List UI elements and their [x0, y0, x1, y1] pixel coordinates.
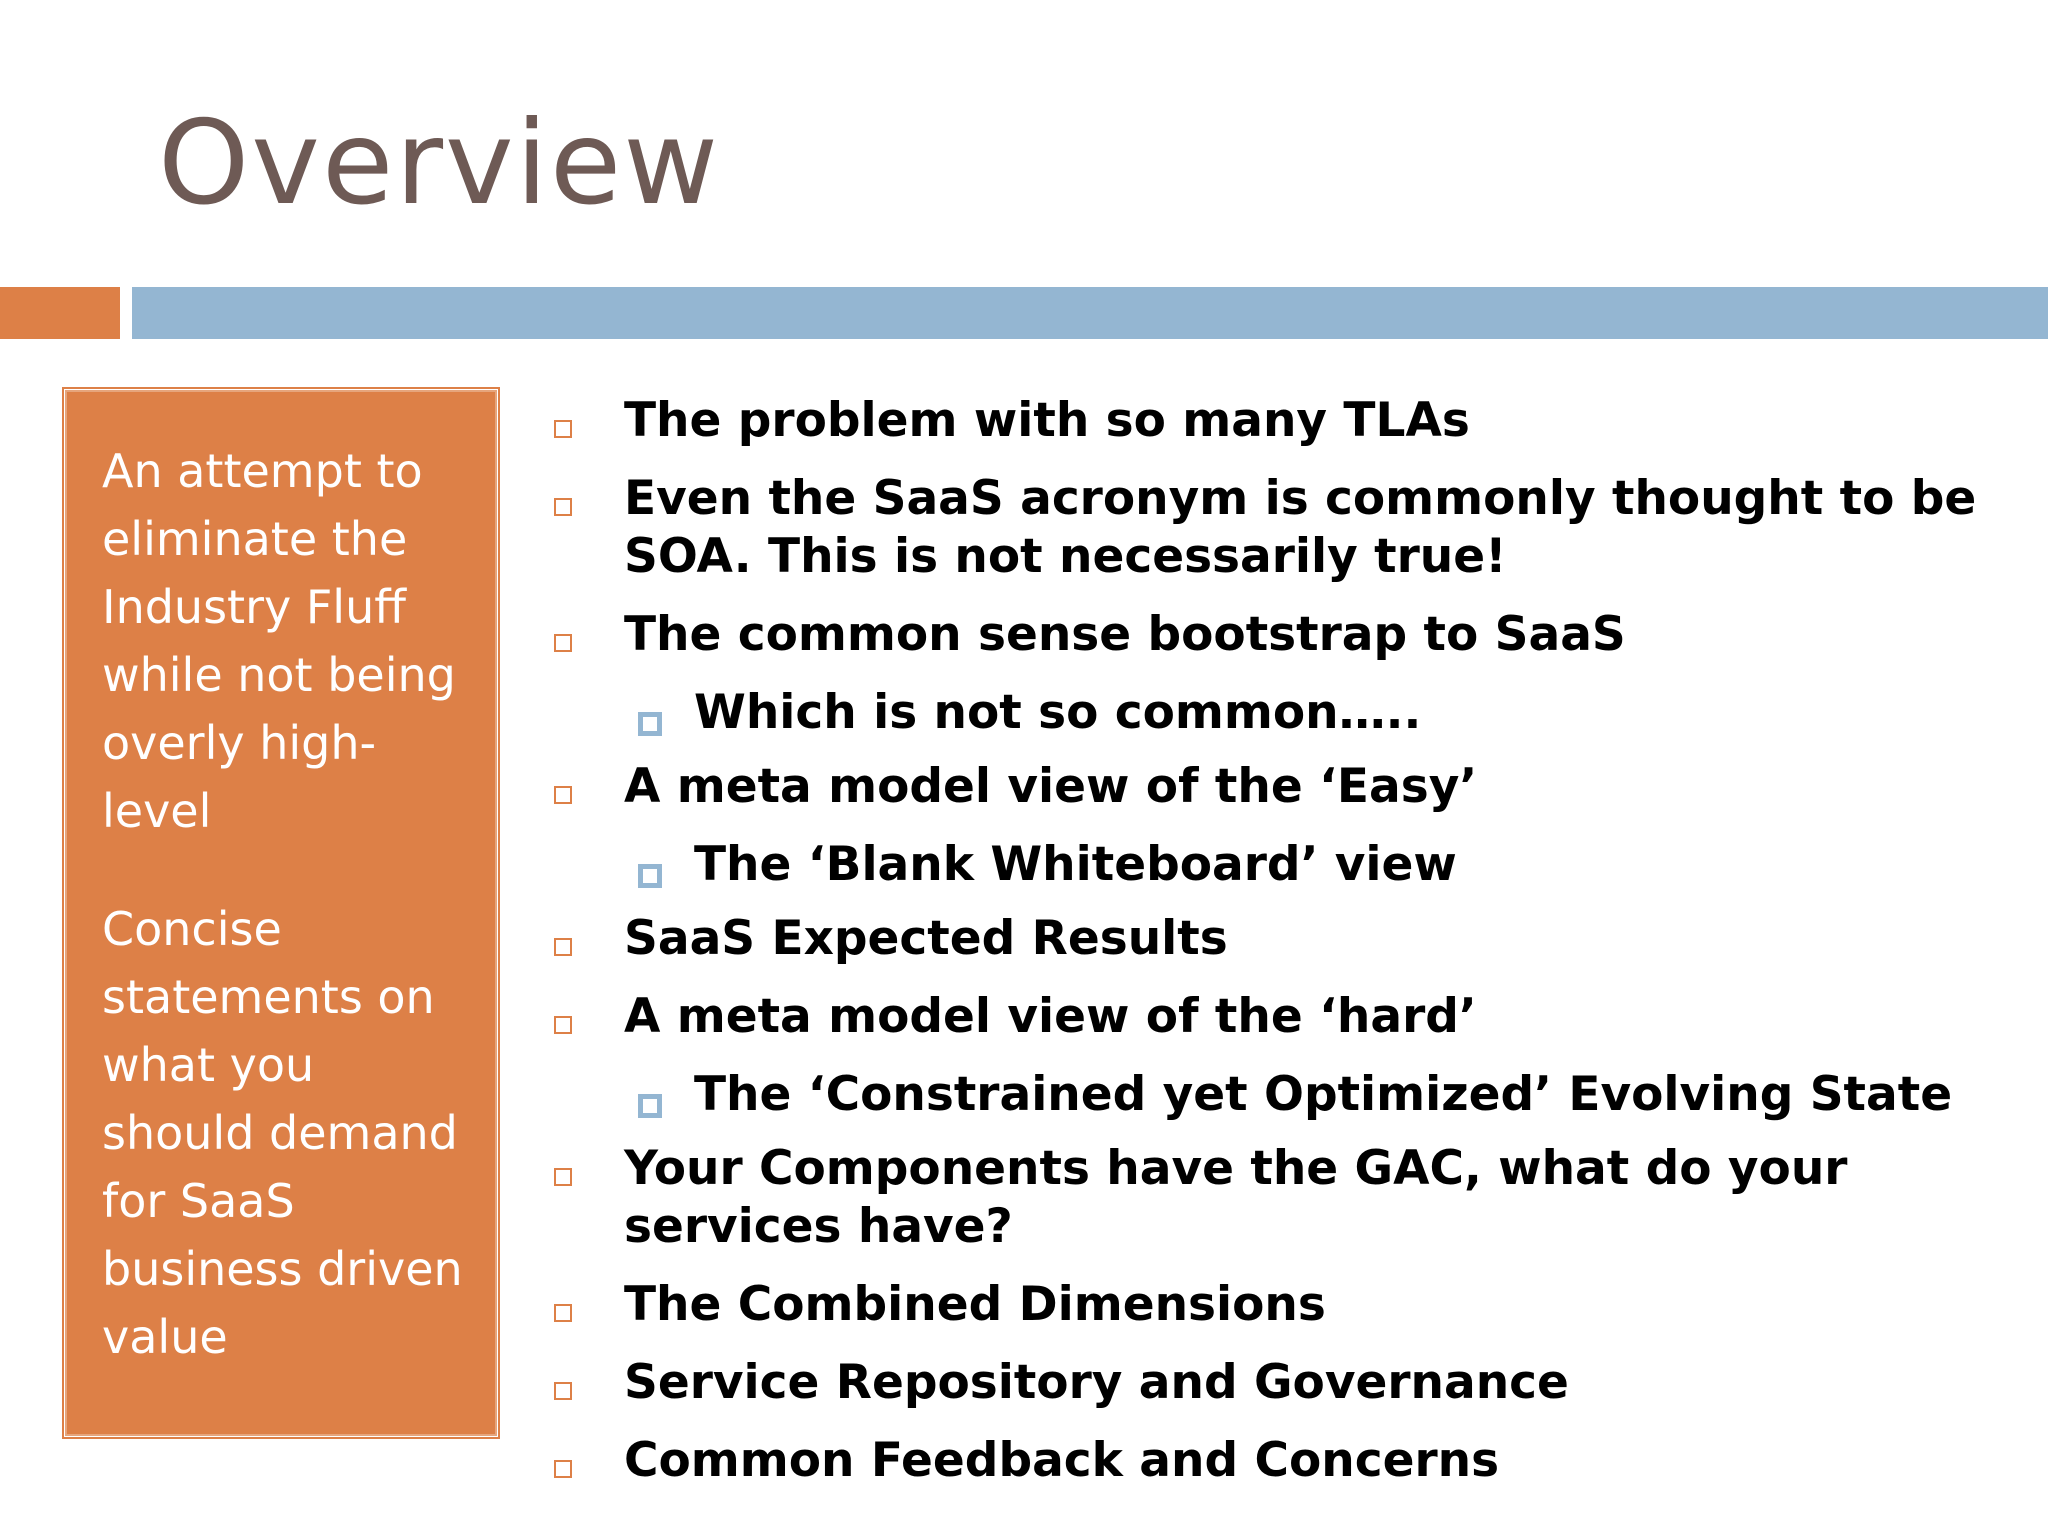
sidebar-callout	[62, 387, 500, 1439]
square-bullet-icon	[554, 420, 572, 438]
square-bullet-icon	[554, 634, 572, 652]
square-sub-bullet-icon	[638, 712, 662, 736]
list-item-text: A meta model view of the ‘hard’	[624, 989, 1477, 1044]
sub-list-item	[548, 684, 2018, 742]
square-bullet-icon	[554, 1460, 572, 1478]
sidebar-paragraph-2: Concise statements on what you should demand for SaaS business driven value	[102, 902, 463, 1364]
sub-list-item	[548, 836, 2018, 894]
list-item-text: The problem with so many TLAs	[624, 393, 1470, 448]
sidebar-text	[102, 437, 478, 1371]
list-item	[548, 758, 2018, 816]
sub-list-item	[548, 1066, 2018, 1124]
list-item	[548, 988, 2018, 1046]
list-item-text: The common sense bootstrap to SaaS	[624, 607, 1626, 662]
square-sub-bullet-icon	[638, 864, 662, 888]
square-bullet-icon	[554, 1168, 572, 1186]
square-bullet-icon	[554, 1304, 572, 1322]
sidebar-paragraph-1: An attempt to eliminate the Industry Fluff while not being overly high-level	[102, 444, 456, 838]
list-item	[548, 1140, 2018, 1256]
list-item	[548, 1432, 2018, 1490]
accent-bar-right	[132, 287, 2048, 339]
square-bullet-icon	[554, 786, 572, 804]
list-item-text: Which is not so common…..	[694, 685, 1422, 740]
list-item	[548, 910, 2018, 968]
list-item-text: The ‘Constrained yet Optimized’ Evolving State	[694, 1067, 1953, 1122]
list-item-text: The ‘Blank Whiteboard’ view	[694, 837, 1457, 892]
list-item-text: Your Components have the GAC, what do your services have?	[624, 1141, 1848, 1254]
bullet-list	[548, 392, 2018, 1510]
list-item	[548, 1354, 2018, 1412]
list-item-text: Service Repository and Governance	[624, 1355, 1569, 1410]
list-item-text: Common Feedback and Concerns	[624, 1433, 1500, 1488]
list-item-text: Even the SaaS acronym is commonly thought to be SOA. This is not necessarily true!	[624, 471, 1977, 584]
list-item-text: A meta model view of the ‘Easy’	[624, 759, 1478, 814]
square-bullet-icon	[554, 1382, 572, 1400]
square-sub-bullet-icon	[638, 1094, 662, 1118]
list-item-text: The Combined Dimensions	[624, 1277, 1326, 1332]
accent-bar-left	[0, 287, 120, 339]
list-item	[548, 392, 2018, 450]
square-bullet-icon	[554, 938, 572, 956]
square-bullet-icon	[554, 498, 572, 516]
list-item-text: SaaS Expected Results	[624, 911, 1228, 966]
list-item	[548, 606, 2018, 664]
list-item	[548, 1276, 2018, 1334]
slide-title: Overview	[158, 96, 721, 231]
square-bullet-icon	[554, 1016, 572, 1034]
list-item	[548, 470, 2018, 586]
